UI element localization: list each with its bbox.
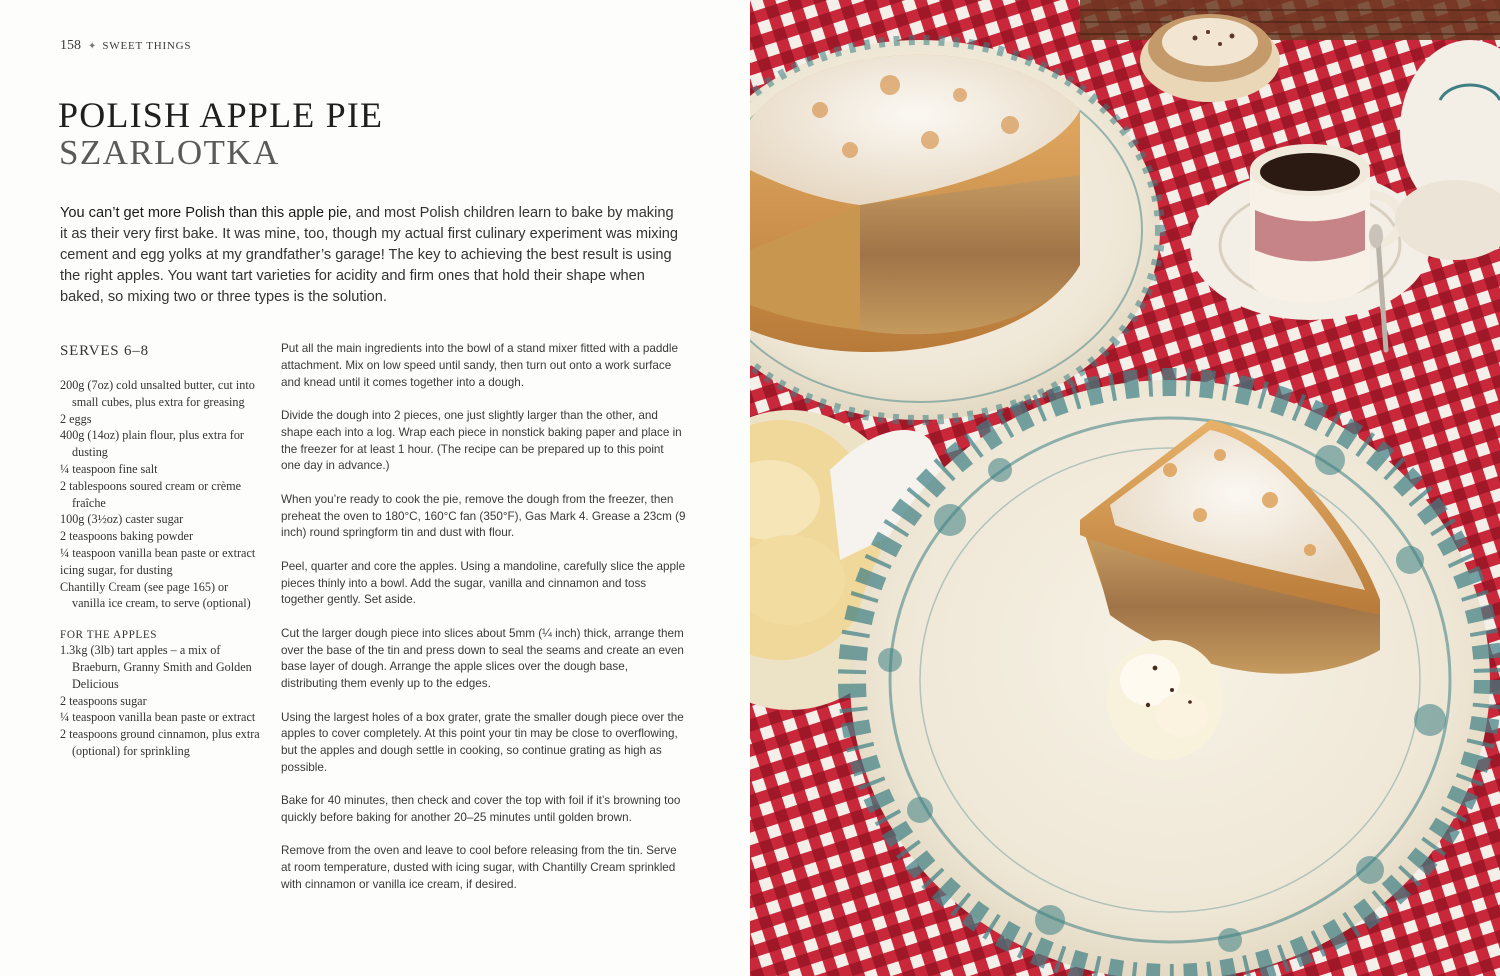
intro-paragraph <box>60 203 684 308</box>
ingredient-item: 200g (7oz) cold unsalted butter, cut into small cubes, plus extra for greasing <box>60 378 255 409</box>
cream-bowl <box>1140 14 1280 102</box>
ingredient-item: 2 teaspoons ground cinnamon, plus extra (optional) for sprinkling <box>60 727 260 758</box>
page-number: 158 <box>60 38 81 53</box>
ingredient-item: icing sugar, for dusting <box>60 562 173 577</box>
whole-cake <box>750 55 1080 352</box>
ingredient-item: 2 tablespoons soured cream or crème fraîche <box>60 478 242 510</box>
ingredient-item: ¼ teaspoon fine salt <box>60 461 158 476</box>
intro-body: and most Polish children learn to bake by making it as their very first bake. It was mine, too, though my actual first culinary experiment was mixing cement and egg yolks at my grandfather’s garage! The key to achieving the best result is using the right apples. You want tart varieties for acidity and firm ones that hold their shape when baked, so mixing two or three types is the solution. <box>60 205 679 305</box>
apples-subheading: FOR THE APPLES <box>60 629 158 642</box>
method-step: Cut the larger dough piece into slices about 5mm (¼ inch) thick, arrange them over the base of the tin and press down to seal the seams and create an even base layer of dough. Arrange the apple slices over the dough base, distributing them evenly up to the edges. <box>281 626 684 691</box>
ingredients-column <box>60 343 260 760</box>
ingredient-item: Chantilly Cream (see page 165) or vanilla ice cream, to serve (optional) <box>60 579 251 611</box>
whipped-cream <box>1107 640 1223 760</box>
recipe-subtitle: SZARLOTKA <box>59 133 280 172</box>
ingredient-list <box>60 377 260 612</box>
method-step: When you’re ready to cook the pie, remove the dough from the freezer, then preheat the oven to 180°C, 160°C fan (350°F), Gas Mark 4. Grease a 23cm (9 inch) round springform tin and dust with flour. <box>281 492 686 540</box>
method-step: Put all the main ingredients into the bowl of a stand mixer fitted with a paddle attachment. Mix on low speed until sandy, then turn out onto a work surface and knead until it comes together into a dough. <box>281 342 678 389</box>
ingredient-item: ¼ teaspoon vanilla bean paste or extract <box>60 710 256 725</box>
ingredient-item: 400g (14oz) plain flour, plus extra for dusting <box>60 428 244 460</box>
ingredient-item: 1.3kg (3lb) tart apples – a mix of Braeburn, Granny Smith and Golden Delicious <box>60 643 252 691</box>
section-name: SWEET THINGS <box>102 40 192 52</box>
apple-pie-photo <box>750 0 1500 976</box>
ingredient-item: 100g (3½oz) caster sugar <box>60 512 184 527</box>
method-column <box>281 341 686 910</box>
ingredient-item: 2 teaspoons baking powder <box>60 529 194 544</box>
serves-heading: SERVES 6–8 <box>60 343 149 359</box>
ingredient-item: 2 teaspoons sugar <box>60 693 147 708</box>
method-step: Bake for 40 minutes, then check and cover the top with foil if it’s browning too quickly before baking for another 20–25 minutes until golden brown. <box>281 794 681 825</box>
separator-ornament: ✦ <box>88 41 97 52</box>
method-step: Remove from the oven and leave to cool before releasing from the tin. Serve at room temperature, dusted with icing sugar, with Chantilly Cream sprinkled with cinnamon or vanilla ice cream, if desired. <box>281 844 677 892</box>
running-head <box>60 37 191 54</box>
method-step: Peel, quarter and core the apples. Using a mandoline, carefully slice the apple pieces thinly into a bowl. Add the sugar, vanilla and cinnamon and toss together gently. Set aside. <box>281 559 686 607</box>
ingredient-item: 2 eggs <box>60 411 92 426</box>
method-step: Using the largest holes of a box grater, grate the smaller dough piece over the apples to cover completely. At this point your tin may be close to overflowing, but the apples and dough settle in cooking, so continue grating as high as possible. <box>281 710 684 774</box>
apple-ingredient-list <box>60 642 260 760</box>
ingredient-item: ¼ teaspoon vanilla bean paste or extract <box>60 545 256 560</box>
method-step: Divide the dough into 2 pieces, one just slightly larger than the other, and shape each into a log. Wrap each piece in nonstick baking paper and place in the freezer for at least 1 hour. (The recipe can be prepared up to this point one day in advance.) <box>281 408 682 473</box>
food-photo <box>750 0 1500 976</box>
recipe-title: POLISH APPLE PIE <box>58 95 384 135</box>
intro-lead: You can’t get more Polish than this apple pie, <box>60 205 352 221</box>
